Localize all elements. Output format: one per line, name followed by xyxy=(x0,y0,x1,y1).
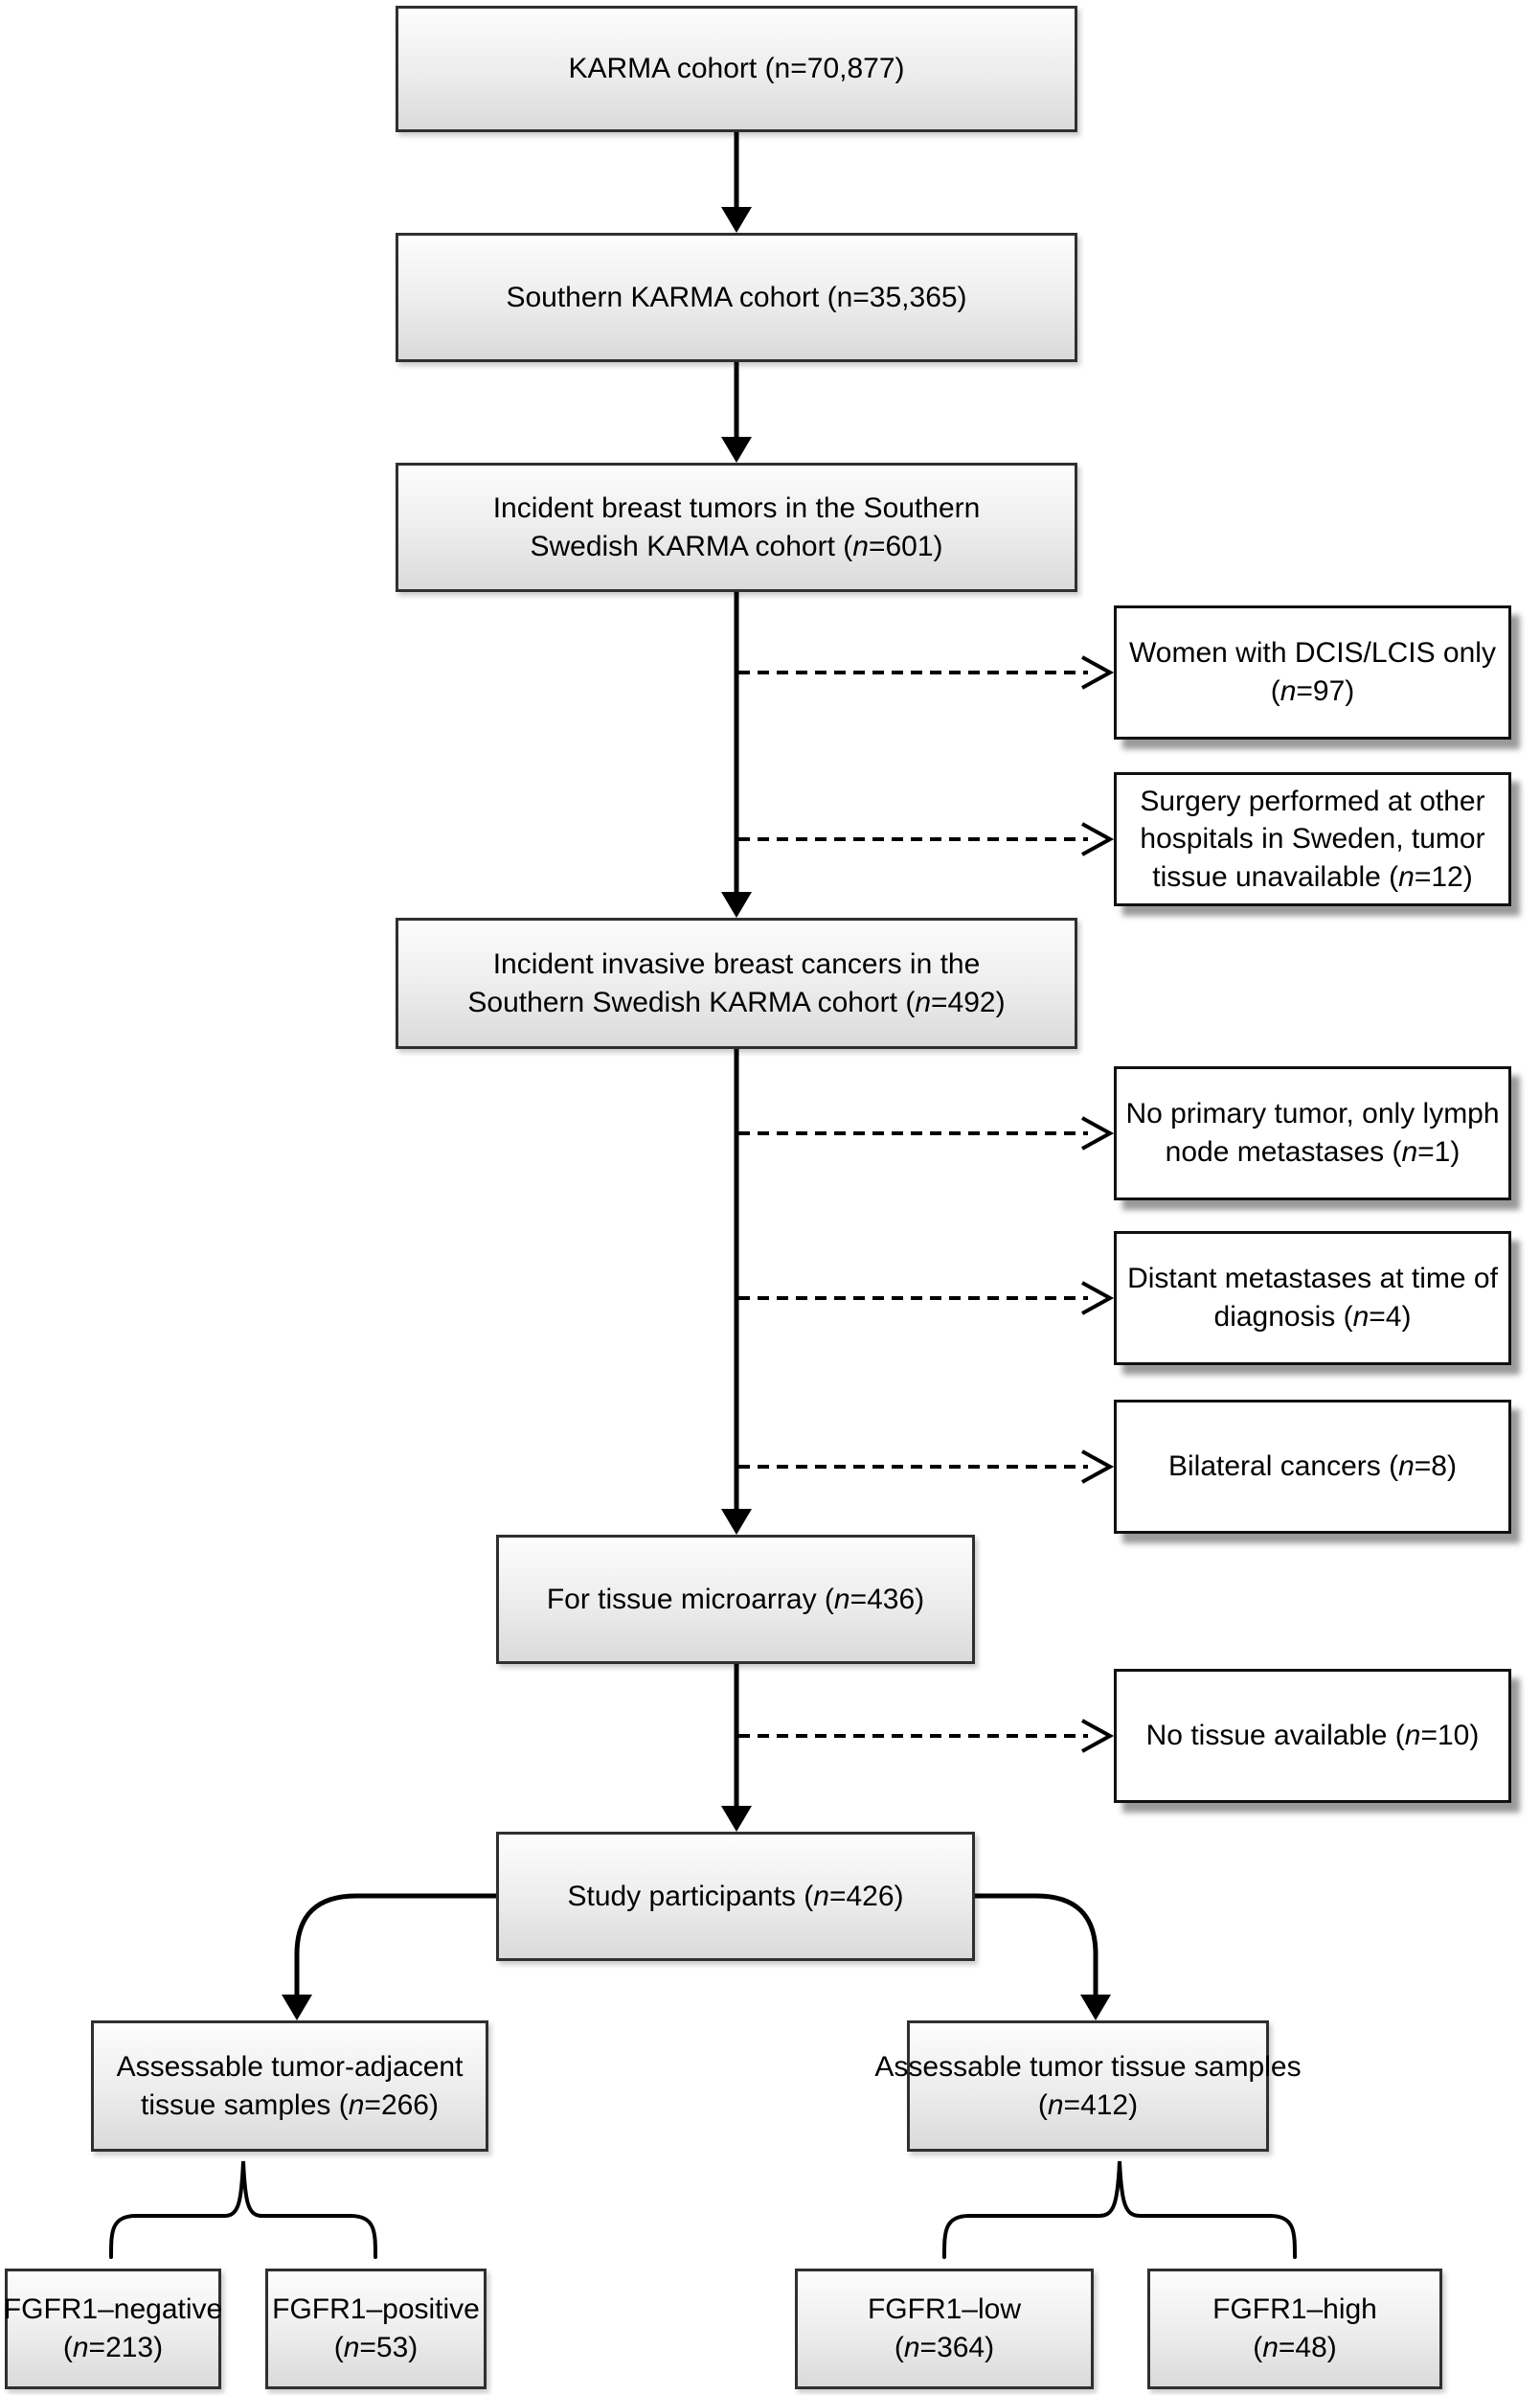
box-for-tissue-microarray xyxy=(496,1535,975,1664)
box-text-line: Incident breast tumors in the Southern xyxy=(492,491,981,524)
box-text-line: FGFR1–negative xyxy=(3,2293,223,2326)
box-karma-cohort xyxy=(396,6,1077,132)
box-text-line: Assessable tumor-adjacent xyxy=(116,2050,464,2083)
box-text-line: Women with DCIS/LCIS only xyxy=(1129,637,1496,670)
box-text-line: hospitals in Sweden, tumor xyxy=(1140,823,1485,855)
box-text-line: (n=97) xyxy=(1270,675,1355,707)
box-excluded-dcis-lcis xyxy=(1114,605,1511,740)
box-excluded-distant-metastases xyxy=(1114,1231,1511,1365)
box-incident-invasive-cancers xyxy=(396,918,1077,1049)
box-text-line: node metastases (n=1) xyxy=(1165,1136,1461,1168)
box-incident-breast-tumors xyxy=(396,463,1077,592)
box-text-line: tissue samples (n=266) xyxy=(140,2088,439,2121)
box-text-line: diagnosis (n=4) xyxy=(1213,1301,1412,1333)
box-text-line: Incident invasive breast cancers in the xyxy=(492,947,981,980)
dashed-arrow-dcis-lcis xyxy=(738,657,1110,688)
dashed-arrow-bilateral-cancers xyxy=(738,1451,1110,1482)
box-assessable-tumor-adjacent xyxy=(91,2020,488,2152)
box-text-line: Swedish KARMA cohort (n=601) xyxy=(530,530,943,562)
arrow-microarray-to-participants xyxy=(721,1664,752,1832)
box-text-line: FGFR1–positive xyxy=(272,2293,480,2326)
box-excluded-no-tissue xyxy=(1114,1669,1511,1803)
box-fgfr1-positive xyxy=(265,2269,487,2389)
box-text-line: Study participants (n=426) xyxy=(567,1880,904,1912)
branch-arrow-left xyxy=(282,1896,496,2020)
box-text-line: KARMA cohort (n=70,877) xyxy=(568,53,905,85)
arrow-southern-to-incident-tumors xyxy=(721,362,752,463)
box-fgfr1-high xyxy=(1147,2269,1442,2389)
box-fgfr1-negative xyxy=(5,2269,221,2389)
box-text-line: (n=213) xyxy=(62,2332,164,2363)
box-text-line: For tissue microarray (n=436) xyxy=(546,1583,925,1615)
dashed-arrow-no-tissue xyxy=(738,1721,1110,1751)
box-excluded-bilateral-cancers xyxy=(1114,1400,1511,1534)
box-text-line: Southern KARMA cohort (n=35,365) xyxy=(506,281,967,313)
box-study-participants xyxy=(496,1832,975,1961)
box-excluded-surgery-other-hospitals xyxy=(1114,772,1511,906)
dashed-arrow-distant-metastases xyxy=(738,1283,1110,1313)
box-southern-karma-cohort xyxy=(396,233,1077,362)
arrow-invasive-to-microarray xyxy=(721,1049,752,1535)
box-text-line: (n=412) xyxy=(1037,2088,1139,2121)
brace-left xyxy=(111,2161,375,2257)
box-text-line: tissue unavailable (n=12) xyxy=(1152,860,1473,893)
box-text-line: Distant metastases at time of xyxy=(1127,1263,1498,1295)
box-text-line: Surgery performed at other xyxy=(1140,785,1485,817)
box-text-line: FGFR1–high xyxy=(1212,2293,1377,2326)
box-text-line: (n=48) xyxy=(1253,2332,1337,2363)
box-text-line: Southern Swedish KARMA cohort (n=492) xyxy=(467,986,1006,1018)
brace-right xyxy=(944,2161,1295,2257)
box-text-line: (n=364) xyxy=(894,2332,995,2363)
box-fgfr1-low xyxy=(795,2269,1094,2389)
box-text-line: Bilateral cancers (n=8) xyxy=(1168,1450,1457,1483)
box-text-line: No tissue available (n=10) xyxy=(1145,1720,1480,1752)
arrow-karma-to-southern xyxy=(721,132,752,233)
box-text-line: FGFR1–low xyxy=(867,2293,1022,2326)
dashed-arrow-surgery-other-hospitals xyxy=(738,824,1110,855)
dashed-arrow-no-primary-tumor xyxy=(738,1118,1110,1149)
arrow-incident-tumors-to-invasive xyxy=(721,592,752,918)
box-text-line: No primary tumor, only lymph xyxy=(1125,1098,1500,1130)
branch-arrow-right xyxy=(975,1896,1111,2020)
box-assessable-tumor-tissue xyxy=(874,2020,1302,2152)
box-excluded-no-primary-tumor xyxy=(1114,1066,1511,1200)
box-text-line: (n=53) xyxy=(333,2332,419,2363)
box-text-line: Assessable tumor tissue samples xyxy=(874,2050,1302,2083)
